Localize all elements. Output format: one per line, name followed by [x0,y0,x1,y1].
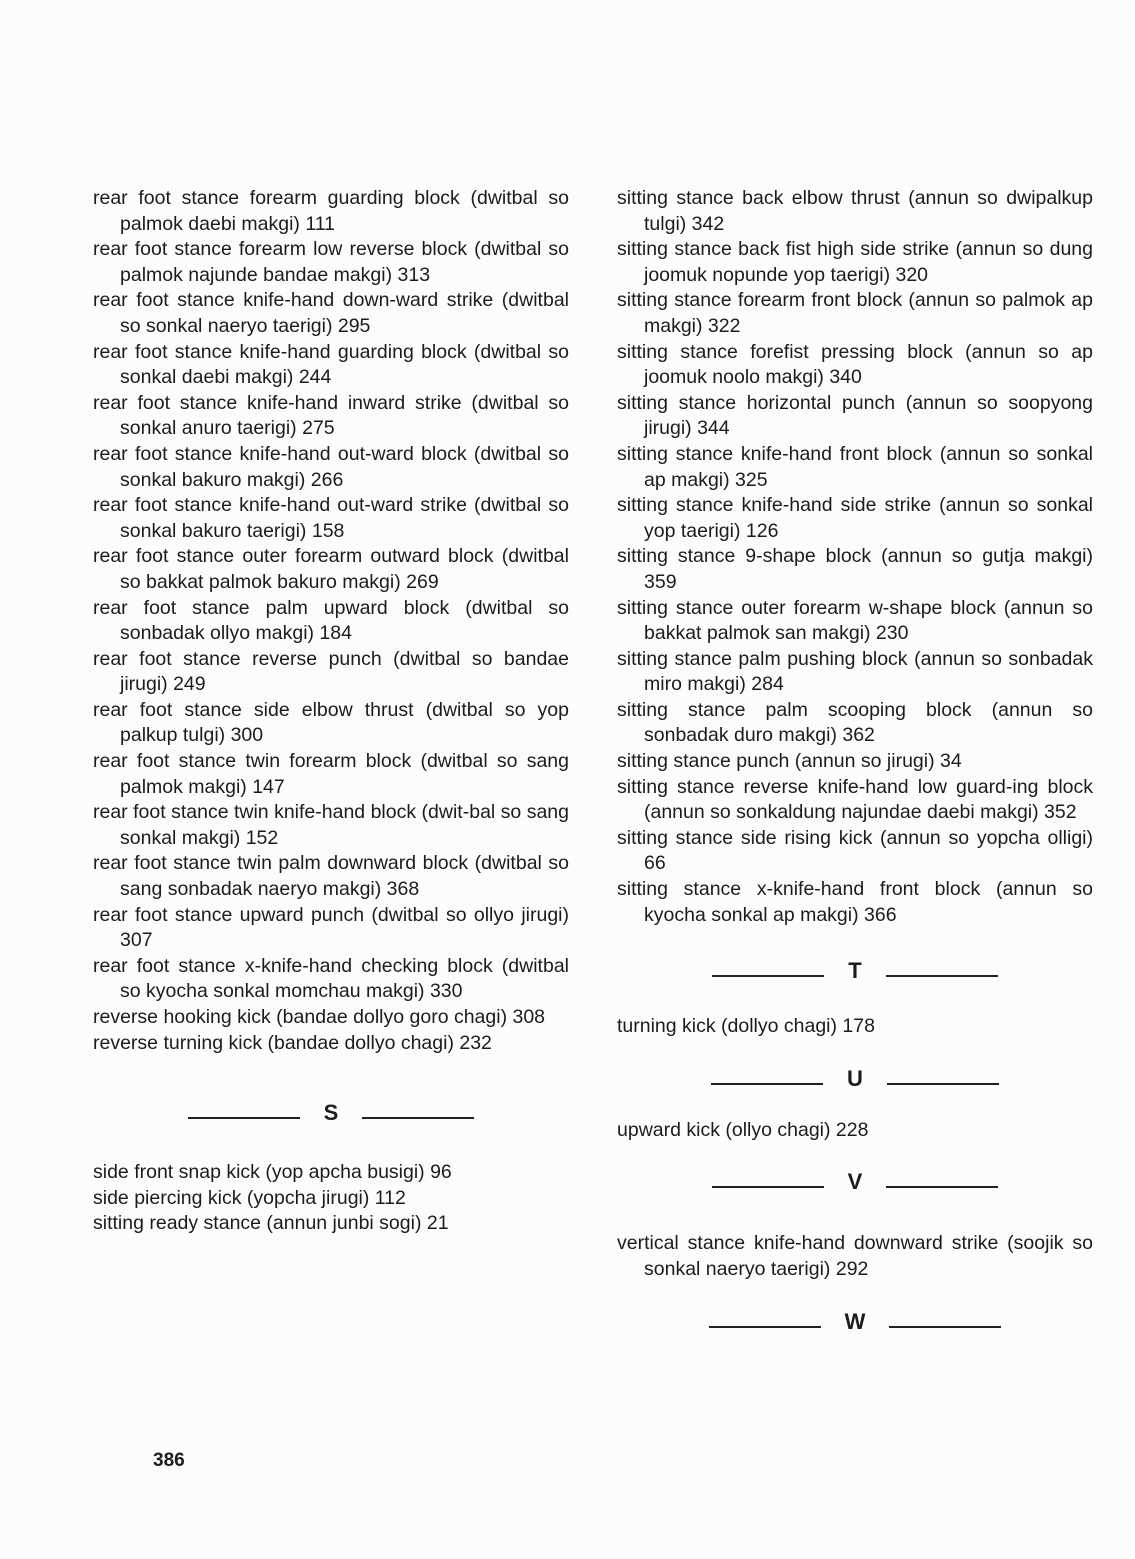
divider [886,1186,998,1188]
section-heading-s [93,1100,569,1126]
index-entry: sitting stance back elbow thrust (annun so dwipalkup tulgi) 342 [617,187,1093,235]
section-heading-u [617,1066,1093,1092]
section-letter: S [323,1100,339,1126]
index-entry: rear foot stance knife-hand guarding block (dwitbal so sonkal daebi makgi) 244 [93,340,569,389]
divider [887,1083,999,1085]
divider [362,1117,474,1119]
section-letter: W [844,1308,866,1334]
index-entry: vertical stance knife-hand downward strike (soojik so sonkal naeryo taerigi) 292 [617,1232,1093,1280]
index-entry: sitting ready stance (annun junbi sogi) 21 [93,1212,449,1235]
page-number: 386 [153,1450,185,1471]
index-entry: rear foot stance palm upward block (dwitbal so sonbadak ollyo makgi) 184 [93,596,569,645]
index-entry: turning kick (dollyo chagi) 178 [617,1015,875,1038]
section-heading-w [617,1309,1093,1335]
entries-v [617,1231,1093,1282]
entries-s [93,1160,569,1237]
index-entry: rear foot stance forearm guarding block (dwitbal so palmok daebi makgi) 111 [93,187,569,235]
index-entry: sitting stance forearm front block (annun so palmok ap makgi) 322 [617,289,1093,337]
divider [886,975,998,977]
index-entry: side piercing kick (yopcha jirugi) 112 [93,1186,406,1209]
index-entry: sitting stance knife-hand side strike (annun so sonkal yop taerigi) 126 [617,494,1093,542]
divider [712,1186,824,1188]
divider [188,1117,300,1119]
index-entry: sitting stance x-knife-hand front block (annun so kyocha sonkal ap makgi) 366 [617,878,1093,926]
index-entry: rear foot stance knife-hand out-ward block (dwitbal so sonkal bakuro makgi) 266 [93,442,569,491]
index-entry: sitting stance punch (annun so jirugi) 34 [617,750,962,773]
right-column [617,186,1093,1335]
index-entry: upward kick (ollyo chagi) 228 [617,1118,869,1141]
index-entry: sitting stance knife-hand front block (annun so sonkal ap makgi) 325 [617,442,1093,491]
index-entry: sitting stance reverse knife-hand low guard-ing block (annun so sonkaldung najundae daebi makgi) 352 [617,775,1093,824]
section-heading-t [617,958,1093,984]
index-entry: sitting stance side rising kick (annun so yopcha olligi) 66 [617,826,1093,875]
index-entry: rear foot stance knife-hand down-ward strike (dwitbal so sonkal naeryo taerigi) 295 [93,289,569,337]
divider [712,975,824,977]
entries-u [617,1118,1093,1144]
section-letter: T [848,958,862,984]
index-entry: sitting stance palm scooping block (annun so sonbadak duro makgi) 362 [617,698,1093,747]
left-column [93,186,569,1237]
index-entry: rear foot stance knife-hand out-ward strike (dwitbal so sonkal bakuro taerigi) 158 [93,494,569,542]
index-entry: sitting stance 9-shape block (annun so gutja makgi) 359 [617,545,1093,593]
index-entry: rear foot stance reverse punch (dwitbal so bandae jirugi) 249 [93,647,569,696]
divider [709,1326,821,1328]
section-letter: U [847,1065,863,1091]
index-entry: sitting stance forefist pressing block (annun so ap joomuk noolo makgi) 340 [617,340,1093,389]
index-entry: rear foot stance twin forearm block (dwitbal so sang palmok makgi) 147 [93,750,569,798]
entries-r [93,186,569,1056]
index-entry: side front snap kick (yop apcha busigi) 96 [93,1161,452,1184]
index-entry: rear foot stance twin knife-hand block (dwit-bal so sang sonkal makgi) 152 [93,801,569,849]
section-letter: V [847,1169,863,1195]
index-entry: sitting stance back fist high side strike (annun so dung joomuk nopunde yop taerigi) 320 [617,238,1093,286]
index-entry: rear foot stance x-knife-hand checking block (dwitbal so kyocha sonkal momchau makgi) 330 [93,954,569,1003]
index-entry: rear foot stance side elbow thrust (dwitbal so yop palkup tulgi) 300 [93,698,569,747]
index-entry: rear foot stance outer forearm outward block (dwitbal so bakkat palmok bakuro makgi) 269 [93,545,569,593]
entries-t [617,1014,1093,1040]
index-entry: reverse hooking kick (bandae dollyo goro chagi) 308 [93,1006,546,1028]
index-entry: rear foot stance forearm low reverse block (dwitbal so palmok najunde bandae makgi) 313 [93,238,569,286]
index-entry: sitting stance palm pushing block (annun so sonbadak miro makgi) 284 [617,647,1093,696]
index-entry: sitting stance outer forearm w-shape block (annun so bakkat palmok san makgi) 230 [617,596,1093,645]
section-heading-v [617,1169,1093,1195]
index-entry: rear foot stance upward punch (dwitbal so ollyo jirugi) 307 [93,903,569,952]
divider [711,1083,823,1085]
divider [889,1326,1001,1328]
entries-s-continued [617,186,1093,928]
index-entry: reverse turning kick (bandae dollyo chagi) 232 [93,1031,492,1054]
index-entry: rear foot stance knife-hand inward strike (dwitbal so sonkal anuro taerigi) 275 [93,391,569,440]
index-entry: rear foot stance twin palm downward block (dwitbal so sang sonbadak naeryo makgi) 368 [93,852,569,901]
index-entry: sitting stance horizontal punch (annun so soopyong jirugi) 344 [617,391,1093,440]
